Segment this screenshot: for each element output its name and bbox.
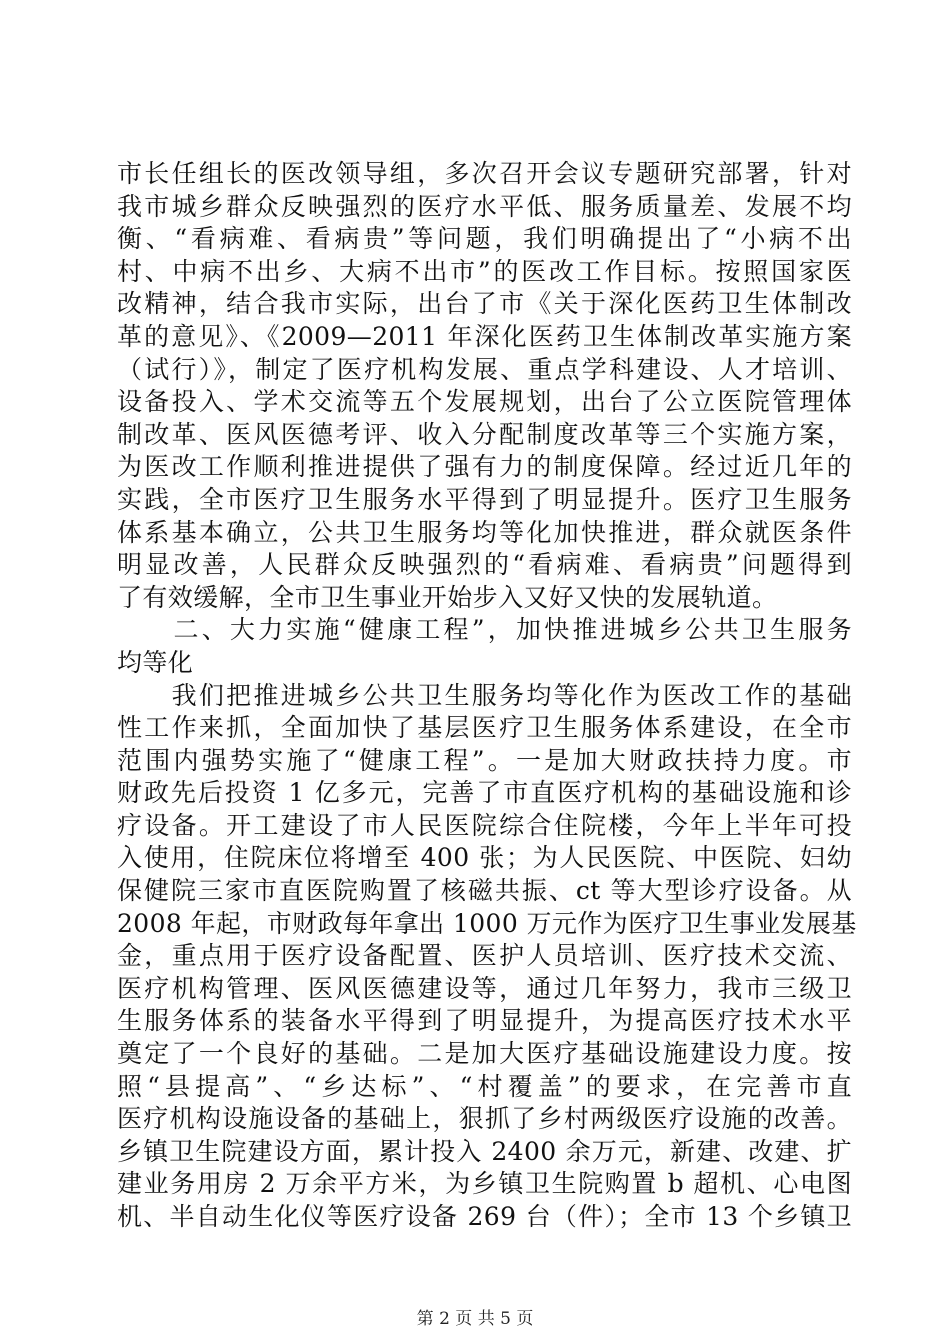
text-line: 设备投入、学术交流等五个发展规划，出台了公立医院管理体	[117, 387, 852, 417]
text-line: 金，重点用于医疗设备配置、医护人员培训、医疗技术交流、	[117, 941, 852, 971]
section-heading-line: 二、大力实施“健康工程”，加快推进城乡公共卫生服务	[117, 615, 852, 645]
text-line: 我市城乡群众反映强烈的医疗水平低、服务质量差、发展不均	[117, 191, 852, 221]
text-line: （试行）》，制定了医疗机构发展、重点学科建设、人才培训、	[117, 354, 852, 384]
text-line: 市长任组长的医改领导组，多次召开会议专题研究部署，针对	[117, 159, 852, 188]
text-line: 生服务体系的装备水平得到了明显提升，为提高医疗技术水平	[117, 1006, 852, 1036]
text-line: 实践，全市医疗卫生服务水平得到了明显提升。医疗卫生服务	[117, 484, 852, 514]
text-line: 性工作来抓，全面加快了基层医疗卫生服务体系建设，在全市	[117, 713, 852, 743]
text-line: 村、中病不出乡、大病不出市”的医改工作目标。按照国家医	[117, 256, 852, 286]
text-line: 为医改工作顺利推进提供了强有力的制度保障。经过近几年的	[117, 452, 852, 482]
section-heading-line: 均等化	[117, 647, 194, 677]
text-line: 疗设备。开工建设了市人民医院综合住院楼，今年上半年可投	[117, 810, 852, 840]
text-line: 机、半自动生化仪等医疗设备 269 台（件）；全市 13 个乡镇卫	[117, 1202, 852, 1231]
text-line: 医疗机构设施设备的基础上，狠抓了乡村两级医疗设施的改善。	[117, 1104, 852, 1134]
text-line: 衡、“看病难、看病贵”等问题，我们明确提出了“小病不出	[117, 224, 852, 254]
text-line: 范围内强势实施了“健康工程”。一是加大财政扶持力度。市	[117, 745, 852, 775]
text-line: 乡镇卫生院建设方面，累计投入 2400 余万元，新建、改建、扩	[117, 1136, 852, 1166]
text-line: 财政先后投资 1 亿多元，完善了市直医疗机构的基础设施和诊	[117, 778, 852, 808]
text-line: 了有效缓解，全市卫生事业开始步入又好又快的发展轨道。	[117, 582, 778, 612]
text-line: 革的意见》、《2009—2011 年深化医药卫生体制改革实施方案	[117, 321, 852, 351]
text-line: 医疗机构管理、医风医德建设等，通过几年努力，我市三级卫	[117, 973, 852, 1003]
text-line: 我们把推进城乡公共卫生服务均等化作为医改工作的基础	[117, 680, 852, 710]
text-line: 入使用，住院床位将增至 400 张；为人民医院、中医院、妇幼	[117, 843, 852, 873]
text-line: 照“县提高”、“乡达标”、“村覆盖”的要求，在完善市直	[117, 1071, 852, 1101]
text-line: 体系基本确立，公共卫生服务均等化加快推进，群众就医条件	[117, 517, 852, 547]
text-line: 奠定了一个良好的基础。二是加大医疗基础设施建设力度。按	[117, 1039, 852, 1069]
page-number-footer: 第 2 页 共 5 页	[416, 1309, 534, 1329]
text-line: 制改革、医风医德考评、收入分配制度改革等三个实施方案，	[117, 419, 852, 449]
text-line: 明显改善，人民群众反映强烈的“看病难、看病贵”问题得到	[117, 550, 852, 580]
text-line: 建业务用房 2 万余平方米，为乡镇卫生院购置 b 超机、心电图	[117, 1169, 852, 1199]
text-line: 2008 年起，市财政每年拿出 1000 万元作为医疗卫生事业发展基	[117, 908, 857, 938]
document-body	[117, 158, 857, 1234]
text-line: 改精神，结合我市实际，出台了市《关于深化医药卫生体制改	[117, 289, 852, 319]
text-line: 保健院三家市直医院购置了核磁共振、ct 等大型诊疗设备。从	[117, 876, 852, 906]
